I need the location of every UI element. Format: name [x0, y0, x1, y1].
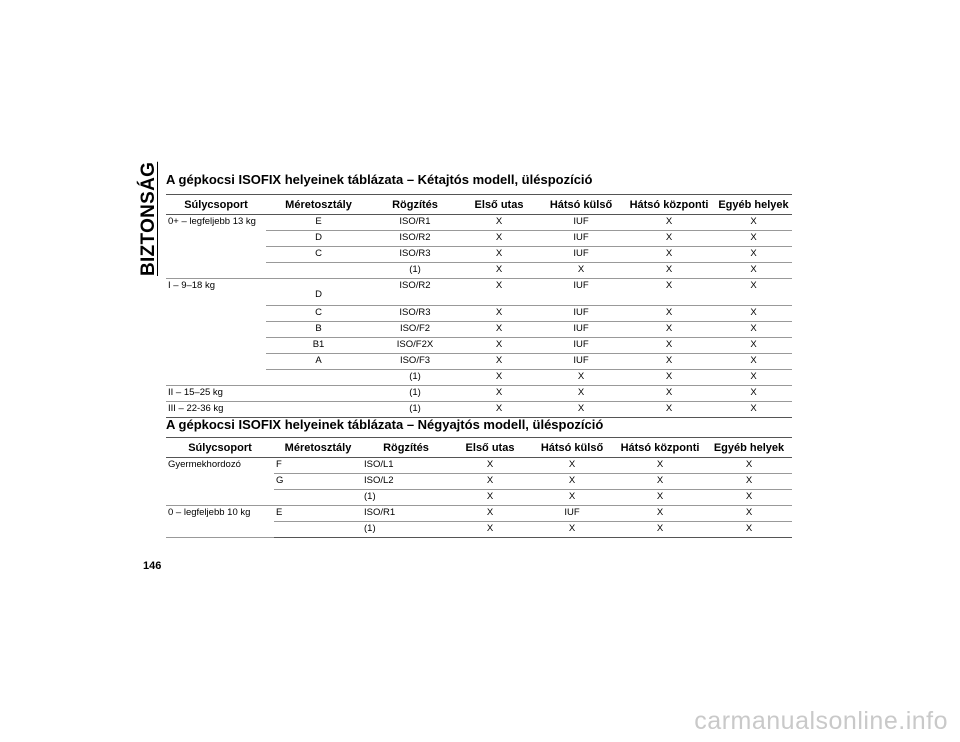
table-cell: X [459, 263, 539, 279]
table1-header-cell: Hátsó külső [539, 195, 623, 215]
table-cell: X [715, 354, 792, 370]
table-cell: (1) [371, 263, 459, 279]
table1-header-cell: Súlycsoport [166, 195, 266, 215]
table-cell: IUF [539, 354, 623, 370]
table1-header-cell: Rögzítés [371, 195, 459, 215]
table-cell: X [706, 474, 792, 490]
table-cell: X [715, 231, 792, 247]
table-cell: G [274, 474, 362, 490]
table-cell: X [623, 338, 715, 354]
table-cell: X [706, 490, 792, 506]
table-cell: (1) [371, 402, 459, 418]
page-number: 146 [143, 560, 162, 572]
table-cell: (1) [362, 490, 450, 506]
table-cell: X [539, 386, 623, 402]
weight-group-cell: I – 9–18 kg [166, 279, 266, 386]
table-cell: ISO/R3 [371, 247, 459, 263]
weight-group-cell: II – 15–25 kg [166, 386, 266, 402]
table2-title: A gépkocsi ISOFIX helyeinek táblázata – Négyajtós modell, üléspozíció [166, 417, 604, 432]
weight-group-cell: Gyermekhordozó [166, 458, 274, 506]
table-cell: IUF [530, 506, 614, 522]
table-cell: X [450, 490, 530, 506]
table-cell: X [530, 458, 614, 474]
table-cell: X [715, 279, 792, 306]
weight-group-cell: 0 – legfeljebb 10 kg [166, 506, 274, 538]
table-cell [274, 490, 362, 506]
table-row [166, 506, 792, 522]
table-cell: X [706, 458, 792, 474]
table-cell: X [539, 263, 623, 279]
table-cell: X [459, 354, 539, 370]
table-row [166, 402, 792, 418]
table-cell: X [539, 402, 623, 418]
table-cell: X [459, 247, 539, 263]
table1-body [166, 215, 792, 418]
table-cell: X [623, 402, 715, 418]
table-cell: ISO/R1 [362, 506, 450, 522]
table1-header-cell: Első utas [459, 195, 539, 215]
table2-header-cell: Egyéb helyek [706, 438, 792, 458]
table-cell: X [614, 506, 706, 522]
table-row [166, 458, 792, 474]
table2-header-cell: Hátsó központi [614, 438, 706, 458]
table-cell: X [450, 522, 530, 538]
table-cell: X [539, 370, 623, 386]
table-cell: C [266, 306, 371, 322]
table-cell: D [266, 231, 371, 247]
table1-title: A gépkocsi ISOFIX helyeinek táblázata – Kétajtós modell, üléspozíció [166, 172, 593, 187]
table-cell: B1 [266, 338, 371, 354]
table-cell-text: D [315, 289, 322, 300]
table2-header-cell: Első utas [450, 438, 530, 458]
table-cell: IUF [539, 322, 623, 338]
table-cell: X [623, 354, 715, 370]
table-cell: IUF [539, 338, 623, 354]
table-cell: X [459, 370, 539, 386]
table-cell: ISO/F3 [371, 354, 459, 370]
table-cell: ISO/R3 [371, 306, 459, 322]
table-cell: E [266, 215, 371, 231]
table-cell: X [459, 279, 539, 306]
table2-header-cell: Méretosztály [274, 438, 362, 458]
table-row [166, 215, 792, 231]
table-cell: ISO/R1 [371, 215, 459, 231]
table-cell: X [715, 263, 792, 279]
table-cell: X [623, 263, 715, 279]
table-cell: (1) [371, 386, 459, 402]
table-cell: IUF [539, 231, 623, 247]
table-cell [266, 386, 371, 402]
table-cell: IUF [539, 247, 623, 263]
table-cell: X [459, 386, 539, 402]
table-cell: X [459, 215, 539, 231]
table-cell: X [706, 506, 792, 522]
table-cell: X [715, 322, 792, 338]
table2-body [166, 458, 792, 538]
table-cell: X [450, 506, 530, 522]
table1-header-cell: Méretosztály [266, 195, 371, 215]
watermark: carmanualsonline.info [694, 707, 948, 735]
table-cell: X [623, 215, 715, 231]
table1-header-cell: Egyéb helyek [715, 195, 792, 215]
table-cell: X [623, 231, 715, 247]
table-cell [266, 402, 371, 418]
table-cell: X [459, 338, 539, 354]
table-cell: X [614, 474, 706, 490]
table-cell: IUF [539, 306, 623, 322]
table-cell: X [459, 322, 539, 338]
table-cell: X [614, 458, 706, 474]
table-row [166, 279, 792, 306]
table-cell: X [623, 322, 715, 338]
table2-header-cell: Súlycsoport [166, 438, 274, 458]
table-cell: X [706, 522, 792, 538]
table-cell: X [715, 306, 792, 322]
table-cell [274, 522, 362, 538]
table-cell: X [459, 306, 539, 322]
table-cell: IUF [539, 215, 623, 231]
table-cell: (1) [362, 522, 450, 538]
table-cell: X [530, 522, 614, 538]
table-cell: X [623, 279, 715, 306]
table-cell: ISO/R2 [371, 279, 459, 306]
section-side-label [138, 158, 160, 278]
table-cell: X [614, 522, 706, 538]
table-cell: X [450, 458, 530, 474]
table-cell: X [623, 386, 715, 402]
table-cell: X [715, 247, 792, 263]
weight-group-cell: III – 22-36 kg [166, 402, 266, 418]
table-cell: ISO/F2X [371, 338, 459, 354]
section-side-label-text: BIZTONSÁG [138, 161, 159, 276]
table-cell: X [715, 215, 792, 231]
table-cell: X [715, 402, 792, 418]
table-cell: X [530, 490, 614, 506]
table-cell: IUF [539, 279, 623, 306]
table2-header-cell: Hátsó külső [530, 438, 614, 458]
table-cell: X [459, 231, 539, 247]
table-cell: X [614, 490, 706, 506]
table-cell: X [450, 474, 530, 490]
table-cell [266, 279, 371, 306]
isofix-table-two-door [166, 194, 792, 418]
table-cell: ISO/L2 [362, 474, 450, 490]
isofix-table-four-door [166, 437, 792, 538]
table-cell: X [715, 386, 792, 402]
table-cell: ISO/L1 [362, 458, 450, 474]
table2-header-cell: Rögzítés [362, 438, 450, 458]
table-cell: X [715, 338, 792, 354]
table-cell: C [266, 247, 371, 263]
table-cell: X [623, 306, 715, 322]
table-cell: B [266, 322, 371, 338]
table-cell [266, 263, 371, 279]
table-row [166, 386, 792, 402]
table-cell: A [266, 354, 371, 370]
table-cell: X [530, 474, 614, 490]
table-cell: X [715, 370, 792, 386]
table-cell: F [274, 458, 362, 474]
table1-header-cell: Hátsó központi [623, 195, 715, 215]
table-cell: (1) [371, 370, 459, 386]
table2-header-row [166, 438, 792, 458]
table-cell: X [623, 247, 715, 263]
table-cell [266, 370, 371, 386]
table-cell: ISO/R2 [371, 231, 459, 247]
table-cell: ISO/F2 [371, 322, 459, 338]
table-cell: X [623, 370, 715, 386]
table-cell: E [274, 506, 362, 522]
weight-group-cell: 0+ – legfeljebb 13 kg [166, 215, 266, 279]
table-cell: X [459, 402, 539, 418]
table1-header-row [166, 195, 792, 215]
